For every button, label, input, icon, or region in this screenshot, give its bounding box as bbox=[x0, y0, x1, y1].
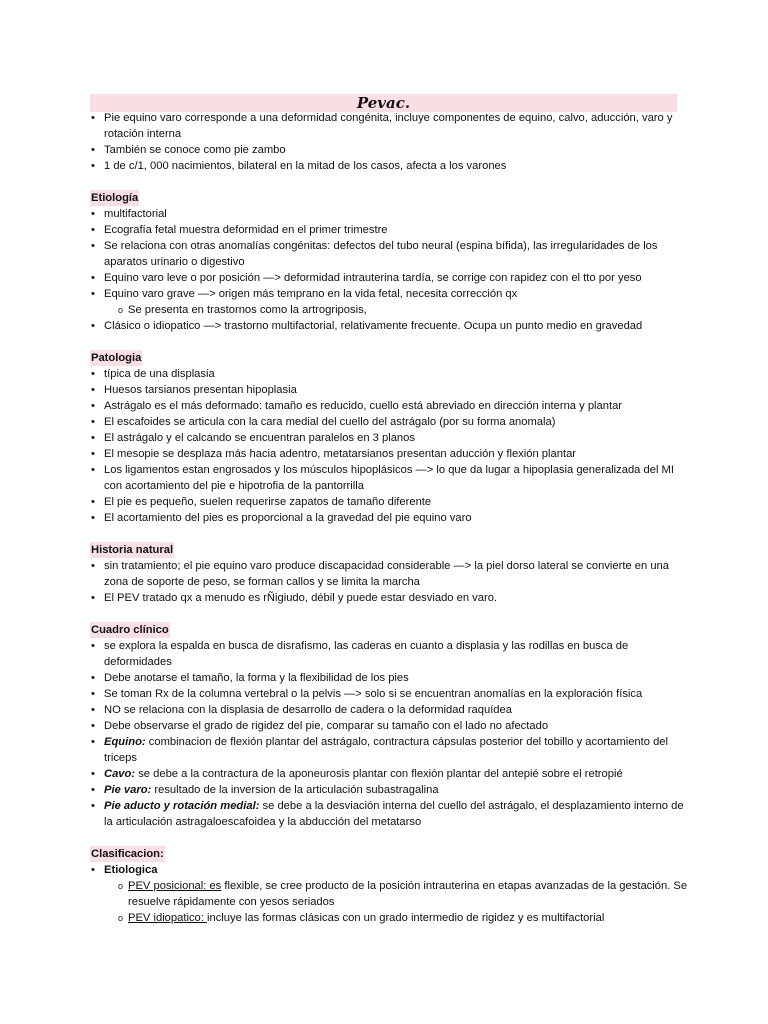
list-item: • Se relaciona con otras anomalías congénitas: defectos del tubo neural (espina bífida), las irregularidades de los aparatos urinario o digestivo bbox=[91, 240, 658, 268]
list-item: • Ecografía fetal muestra deformidad en el primer trimestre bbox=[91, 224, 388, 236]
list-item: • Equino varo leve o por posición —> deformidad intrauterina tardía, se corrige con rapidez con el tto por yeso bbox=[91, 272, 642, 284]
list-item: • Se toman Rx de la columna vertebral o la pelvis —> solo si se encuentran anomalías en la exploración física bbox=[91, 688, 643, 700]
list-item: • típica de una displasia bbox=[91, 368, 215, 380]
definition-item: • Pie varo: resultado de la inversion de la articulación subastragalina bbox=[91, 784, 439, 796]
list-item: • El mesopie se desplaza más hacia adentro, metatarsianos presentan aducción y flexión plantar bbox=[91, 448, 577, 460]
section-heading: Clasificacion: bbox=[91, 848, 164, 860]
list-item: • El escafoides se articula con la cara medial del cuello del astrágalo (por su forma anomala) bbox=[91, 416, 556, 428]
list-item: • Clásico o idiopatico —> trastorno multifactorial, relativamente frecuente. Ocupa un punto medio en gravedad bbox=[91, 320, 643, 332]
list-item: • NO se relaciona con la displasia de desarrollo de cadera o la deformidad raquídea bbox=[91, 704, 512, 716]
list-item: • sin tratamiento; el pie equino varo produce discapacidad considerable —> la piel dorso lateral se convierte en una zona de soporte de peso, se forman callos y se limita la marcha bbox=[91, 560, 670, 588]
list-item: • Pie equino varo corresponde a una deformidad congénita, incluye componentes de equino, calvo, aducción, varo y rotación interna bbox=[91, 112, 673, 140]
sub-list-item: o PEV posicional: es flexible, se cree producto de la posición intrauterina en etapas avanzadas de la gestación. Se resuelve rápidamente con yesos seriados bbox=[118, 880, 688, 908]
list-item: • Debe anotarse el tamaño, la forma y la flexibilidad de los pies bbox=[91, 672, 409, 684]
list-item: • Etiologica bbox=[91, 864, 158, 876]
section-heading: Etiología bbox=[91, 192, 139, 204]
list-item: • El pie es pequeño, suelen requerirse zapatos de tamaño diferente bbox=[91, 496, 432, 508]
list-item: • Debe observarse el grado de rigidez del pie, comparar su tamaño con el lado no afectado bbox=[91, 720, 549, 732]
intro-list bbox=[90, 110, 690, 174]
definition-item: • Equino: combinacion de flexión plantar del astrágalo, contractura cápsulas posterior del tobillo y acortamiento del triceps bbox=[91, 736, 669, 764]
list-item: • Huesos tarsianos presentan hipoplasia bbox=[91, 384, 297, 396]
list-item: • multifactorial bbox=[91, 208, 167, 220]
section-heading: Historia natural bbox=[91, 544, 174, 556]
definition-item: • Pie aducto y rotación medial: se debe a la desviación interna del cuello del astrágalo, el desplazamiento interno de la articulación astragaloescafoidea y la abducción del metatarso bbox=[91, 800, 684, 828]
page-title: Pevac. bbox=[356, 94, 411, 112]
list-item: • Astrágalo es el más deformado: tamaño es reducido, cuello está abreviado en dirección interna y plantar bbox=[91, 400, 623, 412]
section-historia-natural bbox=[90, 542, 690, 606]
section-heading: Patologia bbox=[91, 352, 142, 364]
list-item: • El PEV tratado qx a menudo es rÑigiudo, débil y puede estar desviado en varo. bbox=[91, 592, 498, 604]
section-heading: Cuadro clínico bbox=[91, 624, 169, 636]
section-patologia bbox=[90, 350, 690, 526]
list-item: • 1 de c/1, 000 nacimientos, bilateral en la mitad de los casos, afecta a los varones bbox=[91, 160, 507, 172]
list-item: • El acortamiento del pies es proporcional a la gravedad del pie equino varo bbox=[91, 512, 472, 524]
document-body bbox=[90, 110, 690, 926]
sub-list-item: o PEV idiopatico: incluye las formas clásicas con un grado intermedio de rigidez y es multifactorial bbox=[118, 912, 605, 924]
list-item: • Los ligamentos estan engrosados y los músculos hipoplásicos —> lo que da lugar a hipoplasia generalizada del MI con acortamiento del pie e hipotrofia de la pantorrilla bbox=[91, 464, 674, 492]
definition-term: Pie aducto y rotación medial: bbox=[104, 800, 260, 812]
section-etiologia bbox=[90, 190, 690, 334]
list-item: • Equino varo grave —> origen más temprano en la vida fetal, necesita corrección qx bbox=[91, 288, 518, 300]
list-item: • También se conoce como pie zambo bbox=[91, 144, 286, 156]
list-item: • El astrágalo y el calcando se encuentran paralelos en 3 planos bbox=[91, 432, 415, 444]
definition-term: Equino: bbox=[104, 736, 146, 748]
definition-term: Pie varo: bbox=[104, 784, 152, 796]
section-cuadro-clinico bbox=[90, 622, 690, 830]
definition-term: Cavo: bbox=[104, 768, 136, 780]
sub-list-item: o Se presenta en trastornos como la artrogriposis, bbox=[118, 304, 367, 316]
list-item: • se explora la espalda en busca de disrafismo, las caderas en cuanto a displasia y las rodillas en busca de deformidades bbox=[91, 640, 629, 668]
definition-item: • Cavo: se debe a la contractura de la aponeurosis plantar con flexión plantar del antepié sobre el retropié bbox=[91, 768, 623, 780]
section-clasificacion bbox=[90, 846, 690, 926]
